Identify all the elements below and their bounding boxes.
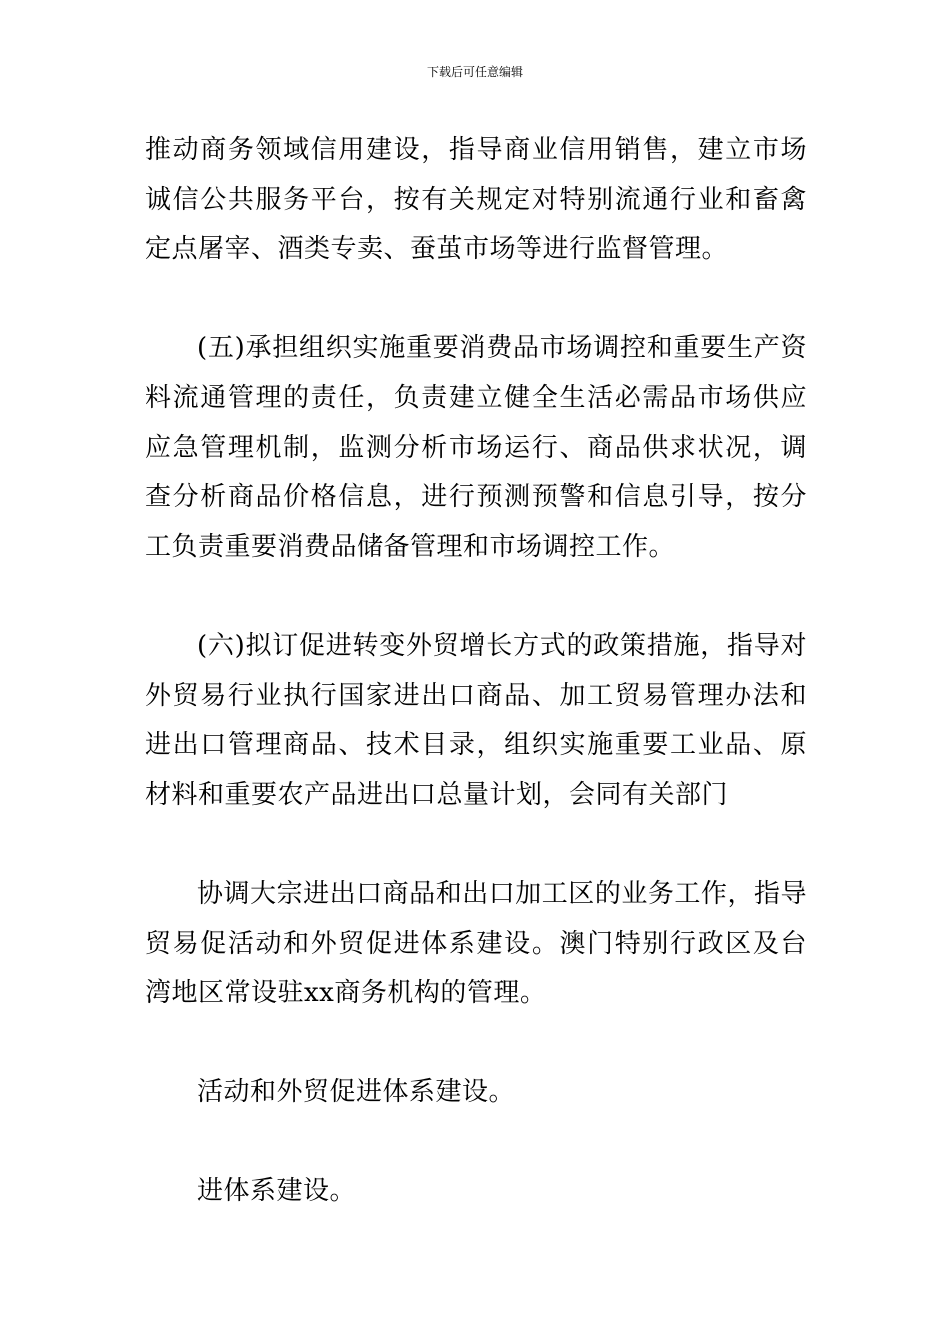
paragraph-trade-promotion: 活动和外贸促进体系建设。 [197, 1077, 516, 1108]
paragraph-gap [145, 820, 807, 870]
paragraph-coordination: 协调大宗进出口商品和出口加工区的业务工作，指导贸易促活动和外贸促进体系建设。澳门特别行政区及台湾地区常设驻xx商务机构的管理。 [145, 878, 807, 1009]
paragraph-gap [145, 275, 807, 325]
paragraph-commerce-credit: 推动商务领域信用建设，指导商业信用销售，建立市场诚信公共服务平台，按有关规定对特别流通行业和畜禽定点屠宰、酒类专卖、蚕茧市场等进行监督管理。 [145, 135, 807, 265]
paragraph-system-building: 进体系建设。 [197, 1176, 357, 1207]
paragraph-gap [145, 572, 807, 622]
document-body [145, 126, 807, 1217]
paragraph-gap [145, 1019, 807, 1069]
paragraph-item-six: (六)拟订促进转变外贸增长方式的政策措施，指导对外贸易行业执行国家进出口商品、加工贸易管理办法和进出口管理商品、技术目录，组织实施重要工业品、原材料和重要农产品进出口总量计划，会同有关部门 [145, 630, 807, 810]
page-header-note: 下载后可任意编辑 [426, 65, 523, 79]
paragraph-item-five: (五)承担组织实施重要消费品市场调控和重要生产资料流通管理的责任，负责建立健全生活必需品市场供应应急管理机制，监测分析市场运行、商品供求状况，调查分析商品价格信息，进行预测预警和信息引导，按分工负责重要消费品储备管理和市场调控工作。 [145, 333, 807, 562]
paragraph-gap [145, 1118, 807, 1168]
